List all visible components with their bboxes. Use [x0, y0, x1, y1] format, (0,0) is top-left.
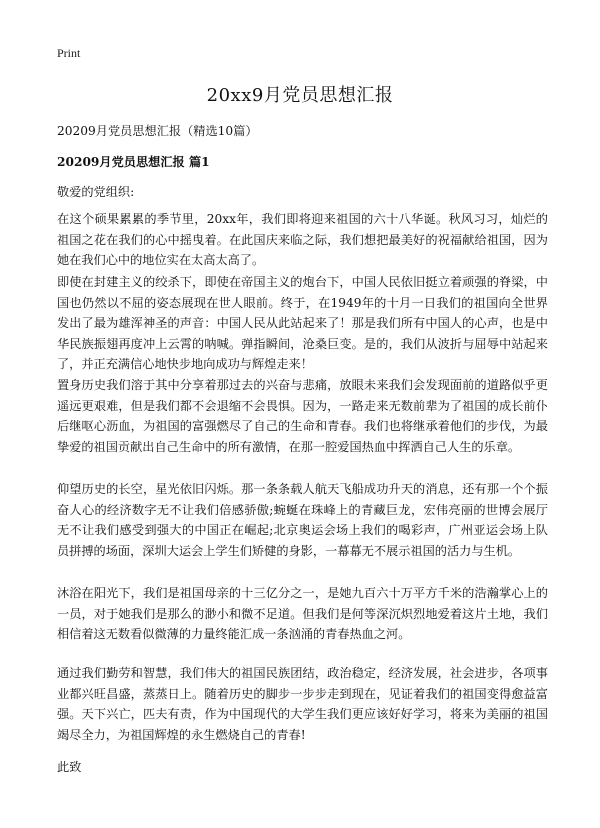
print-label[interactable]: Print	[57, 46, 81, 60]
document-subtitle: 20209月党员思想汇报（精选10篇）	[57, 124, 258, 138]
closing-line: 此致	[57, 760, 82, 774]
document-title: 20xx9月党员思想汇报	[206, 85, 394, 106]
body-paragraph: 仰望历史的长空，星光依旧闪烁。那一条条载人航天飞船成功升天的消息，还有那一个个振奋人心的经济数字无不让我们倍感骄傲;蜿蜒在珠峰上的青藏巨龙，宏伟亮丽的世博会展厅无不让我们感受到强大的中国正在崛起;北京奥运会场上我们的喝彩声，广州亚运会场上队员拼搏的场面，深圳大运会上学生们矫健的身影，一幕幕无不展示祖国的活力与生机。	[57, 482, 548, 558]
body-paragraph: 置身历史我们溶于其中分享着那过去的兴奋与悲痛，放眼未来我们会发现面前的道路似乎更遥远更艰难，但是我们都不会退缩不会畏惧。因为，一路走来无数前辈为了祖国的成长前仆后继呕心沥血，为祖国的富强燃尽了自己的生命和青春。我们也将继承着他们的步伐，为最挚爱的祖国贡献出自己生命中的所有激情，在那一腔爱国热血中挥洒自己人生的乐章。	[57, 378, 548, 454]
section-heading: 20209月党员思想汇报 篇1	[57, 155, 210, 169]
salutation: 敬爱的党组织:	[57, 185, 135, 199]
body-paragraph: 通过我们勤劳和智慧，我们伟大的祖国民族团结，政治稳定，经济发展，社会进步，各项事业都兴旺昌盛，蒸蒸日上。随着历史的脚步一步步走到现在，见证着我们的祖国变得愈益富强。天下兴亡，匹夫有责，作为中国现代的大学生我们更应该好好学习，将来为美丽的祖国竭尽全力，为祖国辉煌的永生燃烧自己的青春!	[57, 666, 548, 742]
body-paragraph: 沐浴在阳光下，我们是祖国母亲的十三亿分之一，是她九百六十万平方千米的浩瀚掌心上的一员，对于她我们是那么的渺小和微不足道。但我们是何等深沉炽烈地爱着这片土地，我们相信着这无数看似微薄的力量终能汇成一条汹涌的青春热血之河。	[57, 586, 548, 641]
body-paragraph: 即使在封建主义的绞杀下，即使在帝国主义的炮台下，中国人民依旧挺立着顽强的脊梁，中国也仍然以不屈的姿态展现在世人眼前。终于，在1949年的十月一日我们的祖国向全世界发出了最为雄浑神圣的声音：中国人民从此站起来了！那是我们所有中国人的心声，也是中华民族振翅再度冲上云霄的呐喊。弹指瞬间，沧桑巨变。是的，我们从波折与屈辱中站起来了，并正充满信心地快步地向成功与辉煌走来！	[57, 275, 548, 371]
body-paragraph: 在这个硕果累累的季节里，20xx年，我们即将迎来祖国的六十八华诞。秋风习习，灿烂的祖国之花在我们的心中摇曳着。在此国庆来临之际，我们想把最美好的祝福献给祖国，因为她在我们心中的地位实在太高太高了。	[57, 212, 548, 267]
